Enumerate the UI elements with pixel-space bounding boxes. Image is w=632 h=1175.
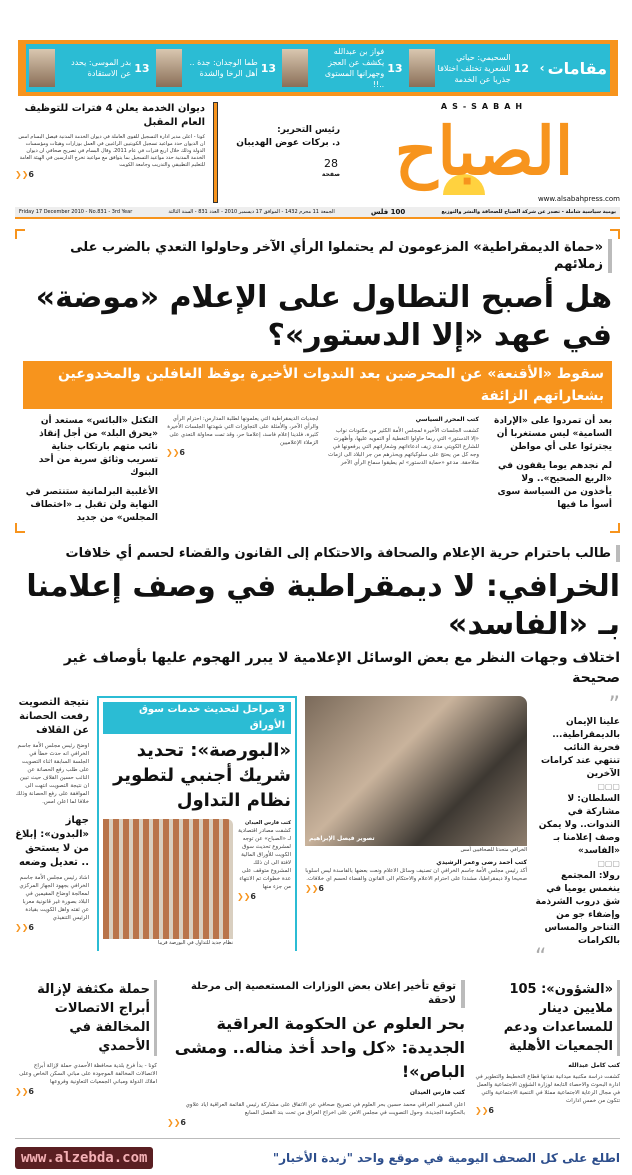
lead-headline[interactable]: هل أصبح التطاول على الإعلام «موضة» في عهد «إلا الدستور»؟ [35, 280, 612, 353]
author-photo [29, 49, 55, 87]
lead-kicker: «حماة الديمقراطية» المزعومون لم يحتملوا الرأي الآخر وحاولوا التعدي بالضرب على زملائهم [23, 239, 612, 273]
bottom-story: حملة مكثفة لإزالة أبراج الاتصالات المخالفة في الأحمدي كونا - بدأ فرع بلدية محافظة الأحمدي حملة لإزالة أبراج الاتصالات المخالفة الموجودة على مباني السكن الخاص وعلى املاك الدولة ومباني الجمعيات التعاونية وفروعها 6❮❮ [15, 982, 157, 1096]
date-bar: Friday 17 December 2010 - No.831 - 3rd Year الجمعة 11 محرم 1432 - الموافق 17 ديسمبر 2010 - العدد 831 - السنة الثالثة 100 فلس يومية سياسية شاملة - تصدر عن شركة الصباح للصحافة والنشر والتوزيع [15, 207, 620, 219]
quote-close-icon: “ [535, 945, 547, 970]
quote-open-icon: ” [608, 693, 620, 718]
brief-story[interactable]: ديوان الخدمة يعلن 4 فترات للتوظيف العام المقبل كونا - اعلن مدير ادارة التسجيل للقوى العاملة في ديوان الخدمة المدنية فيصل البسام امس ان الديوان حدد مواعيد تسجيل الكويتيين الراغبين في العمل بوزارات وهيئات ومؤسسات الدولة وذلك خلال اربع فترات في عام 2011. وقال البسام في تصريح صحافي ان ديوان الخدمة المدنية حدد مواعيد التسجيل بما يتوافق مع مواعيد تخرج الدارسين في الهيئة العامة للتعليم التطبيقي والتدريب وجامعة الكويت 6❮❮ [15, 103, 205, 179]
logo: الصباح [394, 112, 574, 190]
divider [213, 102, 218, 203]
more-link[interactable]: 6❮❮ [167, 1118, 186, 1127]
story-photo: تصوير فيصل الإبراهيم [305, 696, 527, 846]
author-photo [156, 49, 182, 87]
second-subhead: اختلاف وجهات النظر مع بعض الوسائل الإعلامية لا يبرر الهجوم عليها بأوصاف غير صحيحة [63, 650, 620, 686]
author-photo [409, 49, 435, 87]
more-link[interactable]: 6❮❮ [15, 1087, 34, 1096]
section-title: مقامات ‹ [539, 58, 607, 78]
logo-block [348, 102, 620, 203]
teaser-item[interactable]: 13 بدر الموسى: يحدد عن الاستقادة [26, 46, 153, 90]
bottom-story: توقع تأخير إعلان بعض الوزارات المستعصية إلى مرحلة لاحقة بحر العلوم عن الحكومة العراقية الجديدة: «كل واحد أخذ مناله.. ومشى الباص»! كتب فارس العيدان اعلن السفير العراقي محمد حسين بحر العلوم في تصريح صحافي عن الاتفاق على مشاركة رئيس القائمة العراقية اياد علاوي بالحكومة الجديدة. وحول التصويت في مجلس الامن على اخراج العراق من تحت بند الفصل السابع 6❮❮ [167, 981, 465, 1127]
market-header: 3 مراحل لتحديث خدمات سوق الأوراق [103, 702, 291, 734]
separator-icon: ▢▢▢ [597, 859, 620, 868]
market-headline[interactable]: «البورصة»: تحديد شريك أجنبي لتطوير نظام التداول [113, 740, 291, 811]
more-link[interactable]: 6❮❮ [305, 884, 324, 893]
lead-story-box [15, 229, 620, 533]
footer-site-link[interactable]: www.alzebda.com [15, 1147, 153, 1169]
market-photo-caption: نظام جديد للتداول في البورصة قريبا [157, 940, 233, 946]
lead-banner: سقوط «الأقنعة» عن المحرضين بعد الندوات الأخيرة يوقظ الغافلين والمخدوعين بشعاراتهم الزائفة [23, 361, 612, 409]
second-main [305, 696, 527, 894]
more-link[interactable]: 6❮❮ [237, 892, 256, 901]
footer-slogan: اطلع على كل الصحف اليومية في موقع واحد "زبدة الأخبار" [272, 1151, 620, 1165]
chevron-icon: ‹ [539, 60, 545, 75]
quotes-column: ” علينا الإيمان بالديمقراطية... فحرية النائب تنتهي عند كرامات الآخرين ▢▢▢ السلطان: لا مشاركة في الندوات.. ولا يمكن وصف إعلامنا بـ «الفاسد» ▢▢▢ رولا: المجتمع ينغمس يوميا في شق دروب الشرذمة وإضفاء جو من التناحر والمساس بالكرامات “ [535, 693, 620, 970]
separator-icon: ▢▢▢ [597, 782, 620, 791]
more-link[interactable]: 6❮❮ [166, 448, 185, 457]
lead-col1: كتب المحرر السياسي كشفت الجلسات الأخيرة لمجلس الأمة الكثير من مكنونات نواب «إلا الدستور» التي ربما حاولوا التغطية أو التمويه عليها، وأظهرت للشارع الكويتي مدى زيف ادعاءاتهم وشعاراتهم التي يرفعونها في وجه كل من يحتج على سلوكياتهم ويحذرهم من جر البلاد الى ازمات متلاحقة. مدعو «حماية الدستور» لم يطيقوا سماع الرأي الآخر [328, 416, 479, 466]
top-strip [18, 40, 618, 96]
page-count: 28 صفحة [321, 157, 340, 178]
website[interactable]: www.alsabahpress.com [537, 195, 620, 203]
footer-banner [15, 1138, 620, 1169]
teaser-item[interactable]: 13 فواز بن عبدالله يكشف عن العجز وجهرانها المستوى ..!! [279, 46, 406, 90]
second-headline[interactable]: الخرافي: لا ديمقراطية في وصف إعلامنا بـ «الفاسد» [26, 569, 620, 642]
lead-right-teasers: بعد أن تمردوا على «الإرادة السامية» ليس مستغربا أن يجترئوا على أي مواطن لم نجدهم يوما يقفون في «الربع الصحيح».. ولا يأخذون من السياسة سوى أسوأ ما فيها [494, 416, 612, 510]
logo-latin: AS-SABAH [440, 102, 528, 111]
more-link[interactable]: 6❮❮ [475, 1106, 494, 1115]
market-body: كتب فارس العيدان كشفت مصادر اقتصادية لـ «الصباح» عن توجه لمشروع تحديث سوق الكويت للأوراق المالية لافتة الى ان ذلك المشروع متوقف على عدة خطوات تم الانتهاء من جزء منها 6❮❮ [237, 820, 291, 901]
left-column: نتيجة التصويت رفعت الحصانة عن القلاف اوضح رئيس مجلس الأمة جاسم الخرافي انه حدث خطأ في الجلسة السابقة اثناء التصويت على طلب رفع الحصانة عن النائب حسين القلاف حيث تبين ان نتيجة التصويت انتهت الى الموافقة على رفع الحصانة وذلك خلافا لما اعلن امس. جهاز «البدون»: إبلاغ من لا يستحق .. تعديل وضعه اشاد رئيس مجلس الأمة جاسم الخرافي بجهود الجهاز المركزي لمعالجة اوضاع المقيمين في البلاد بصورة غير قانونية معربا عن ثقته واهل الكويت بقيادة الرئيس التنفيذي 6❮❮ [15, 697, 89, 932]
photo-caption: الخرافي متحدثا للصحافيين أمس [460, 847, 527, 853]
teaser-item[interactable]: 13 طما الوجدان: جدة .. أهل الرخا والشدة [153, 46, 280, 90]
author-photo [282, 49, 308, 87]
market-box [97, 696, 297, 951]
bottom-story: «الشؤون»: 105 ملايين دينار للمساعدات ودعم الجمعيات الأهلية كتب كامل عبدالله كشفت دراسة مكتبية ميدانية نفذتها قطاع التخطيط والتطوير في ادارة البحوث والاحصاء التابعة لوزارة الشؤون الاجتماعية والعمل في مجال الرعاية الاجتماعية ممثلا في التنمية الاجتماعية والتي تتكون من خمس ادارات 6❮❮ [475, 982, 620, 1115]
second-kicker: طالب باحترام حرية الإعلام والصحافة والاحتكام إلى القانون والقضاء لحسم أي خلافات [15, 545, 620, 562]
masthead [15, 102, 620, 203]
lead-left-teasers: التكتل «البائس» مستعد أن «يحرق البلد» من أجل إنقاذ نائب متهم بارتكاب جناية تسريب وثائق سرية من أحد البنوك الأغلبية البرلمانية ستنتصر في النهاية ولن تقبل بـ «اختطاف المجلس» من جديد [25, 416, 158, 523]
more-link[interactable]: 6❮❮ [15, 170, 34, 179]
more-link[interactable]: 6❮❮ [15, 923, 34, 932]
second-body: كتب أحمد رضى وعمر الرشيدي أكد رئيس مجلس الأمة جاسم الخرافي ان تصنيف وسائل الاعلام ونعت بعضها بالفاسدة ليس اسلوبا صحيحا ولا ديمقراطيا، مشددا على احترام الاعلام والاحتكام الى القانون والقضاء لحسم اي خلافات. 6❮❮ [305, 859, 527, 893]
lead-col2: ابجديات الديمقراطية التي يعلمونها لطلبة المدارس: احترام الرأي والرأي الآخر، والأمثلة على التجاوزات التي شهدتها الجلسات الأخيرة كثيرة، فلدينا إعلام فاسد، إعلامنا حر، وقد تمت محاولة التعدي على الزملاء الإعلاميين 6❮❮ [166, 416, 319, 457]
market-photo [103, 819, 233, 939]
teaser-item[interactable]: 12 السحيمي: حياتي الشعرية تختلف اختلافا جذريا عن الخدمة [406, 46, 533, 90]
editor-info: رئيس التحرير: د. بركات عوض الهديبان 28 صفحة [236, 125, 340, 178]
